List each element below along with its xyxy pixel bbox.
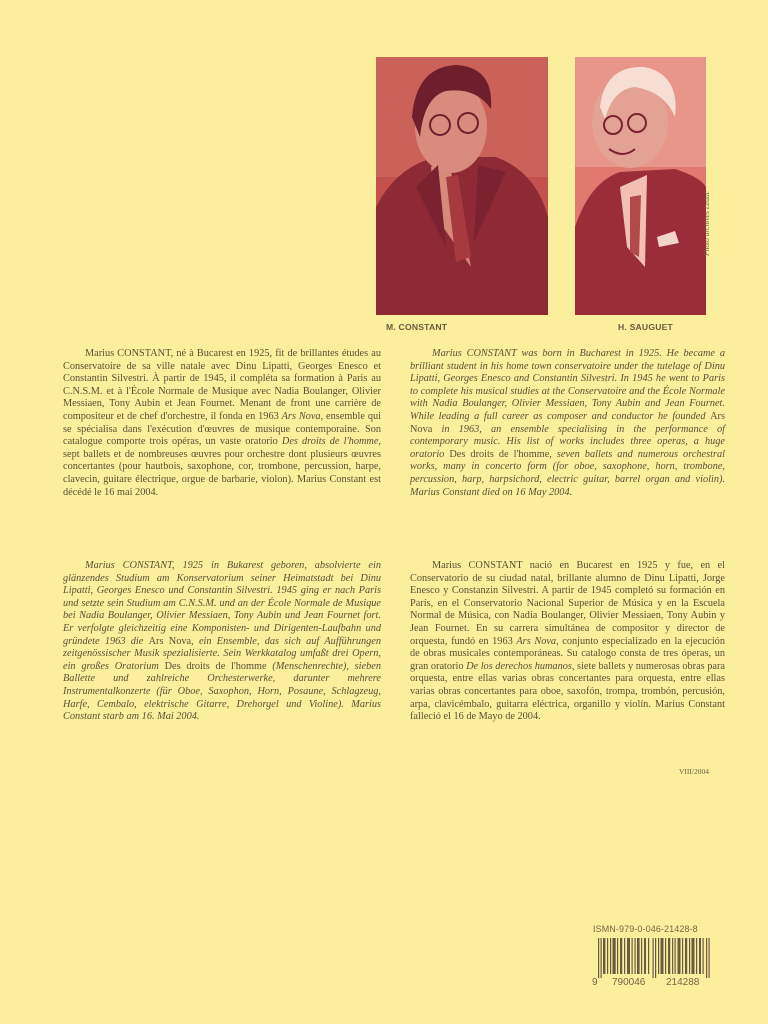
spanish-text-2: , conjunto especializado en la ejecución de obras musicales contemporáneas. Su catalogo consta de tres óperas, un gran oratorio xyxy=(410,635,725,672)
spanish-text-1: Marius CONSTANT nació en Bucarest en 1925 y fue, en el Conservatorio de su ciudad natal, brillante alumno de Dinu Lipatti, Jorge Enesco y Constanzin Silvestri. A partir de 1945 completó su formación en París, en el Conservatorio Nacional Superior de Música y en la Escuela Normal de Música, con Nadia Boulanger, Olivier Messiaen, Tony Aubin y Jean Fournet. En su carrera simultánea de compositor y director de orquesta, fundó en 1963 xyxy=(410,560,725,647)
barcode-digit-group-1: 790046 xyxy=(612,977,646,988)
german-text-2: , ein Ensemble, das sich auf Aufführungen zeitgenössischer Musik spezialisierte. Sein Werkkatalog umfaßt drei Opern, ein großes Oratorium xyxy=(63,635,382,672)
barcode-digit-group-2: 214288 xyxy=(666,977,700,988)
french-text-2: , ensemble qui se spécialisa dans l'exécution d'œuvres de musique contemporaine. Son catalogue comporte trois opéras, un vaste oratorio xyxy=(63,410,381,448)
caption-m-constant: M. CONSTANT xyxy=(386,322,448,332)
german-text-3: (Menschenrechte), sieben Ballette und zahlreiche Orchesterwerke, darunter mehrere Instrumentalkonzerte (für Oboe, Saxophon, Horn, Posaune, Schlagzeug, Harfe, Cembalo, elektrische Gitarre, Drehorgel und Violine). Marius Constant starb am 16. Mai 2004. xyxy=(63,660,381,723)
french-ars-nova: Ars Nova xyxy=(281,410,321,422)
photo-credit: Photo archives Leduc xyxy=(702,190,711,256)
biography-french xyxy=(63,348,381,499)
biography-spanish xyxy=(410,560,725,724)
biography-english xyxy=(410,348,725,499)
spanish-text-3: , siete ballets y numerosas obras para orquesta, entre ellas varias obras concertantes para orquesta, entre ellas varias obras concertantes para oboe, saxofón, trompa, trombón, percusión, arpa, clavicémbalo, guitarra eléctrica, organillo y violín. Marius Constant falleció el 16 de Mayo de 2004. xyxy=(410,660,725,723)
caption-h-sauguet: H. SAUGUET xyxy=(618,322,673,332)
german-text-1: Marius CONSTANT, 1925 in Bukarest geboren, absolvierte ein glänzendes Studium am Konservatorium seiner Heimatstadt bei Dinu Lipatti, Georges Enesco und Constantin Silvestri. 1945 ging er nach Paris und setzte sein Studium am C.N.S.M. und an der École Normale de Musique bei Nadia Boulanger, Olivier Messiaen, Tony Aubin und Jean Fournet fort. Er verfolgte gleichzeitig eine Komponisten- und Dirigenten-Laufbahn und gründete 1963 die xyxy=(63,560,381,647)
barcode xyxy=(592,938,717,978)
french-text-1: Marius CONSTANT, né à Bucarest en 1925, fit de brillantes études au Conservatoire de sa ville natale avec Dinu Lipatti, Georges Enesco et Constantin Silvestri. À partir de 1945, il compléta sa formation à Paris au C.N.S.M. et à l'École Normale de Musique avec Nadia Boulanger, Olivier Messiaen, Tony Aubin et Jean Fournet. Menant de front une carrière de compositeur et de chef d'orchestre, il fonda en 1963 xyxy=(63,348,381,422)
spanish-oratorio-title: De los derechos humanos xyxy=(466,660,572,672)
german-ars-nova: Ars Nova xyxy=(148,635,192,647)
german-oratorio-title: Des droits de l'homme xyxy=(164,660,267,672)
photo-h-sauguet xyxy=(575,57,706,315)
english-text-3: , seven ballets and numerous orchestral works, many in concerto form (for oboe, saxophone, horn, trombone, percussion, harp, harpsichord, electric guitar, barrel organ and violin). Marius Constant died on 16 May 2004. xyxy=(410,448,725,498)
barcode-digits xyxy=(592,977,717,989)
english-text-2: in 1963, an ensemble specialising in the performance of contemporary music. His list of works includes three operas, a huge oratorio xyxy=(410,423,725,460)
ismn-number: ISMN-979-0-046-21428-8 xyxy=(593,924,698,934)
spanish-ars-nova: Ars Nova xyxy=(516,635,557,647)
english-oratorio-title: Des droits de l'homme xyxy=(449,448,550,460)
print-date-code: VIII/2004 xyxy=(679,767,709,776)
photo-m-constant xyxy=(376,57,548,315)
barcode-digit-first: 9 xyxy=(592,977,598,988)
english-text-1: Marius CONSTANT was born in Bucharest in 1925. He became a brilliant student in his home town conservatoire under the tutelage of Dinu Lipatti, Georges Enesco and Constantin Silvestri. In 1945 he went to Paris to complete his musical studies at the Conservatoire and the École Normale with Nadia Boulanger, Olivier Messiaen, Tony Aubin and Jean Fournet. While leading a full career as composer and conductor he founded xyxy=(410,348,725,422)
biography-german xyxy=(63,560,381,724)
french-oratorio-title: Des droits de l'homme xyxy=(281,436,379,448)
french-text-3: , sept ballets et de nombreuses œuvres pour orchestre dont plusieurs œuvres concertantes (pour hautbois, saxophone, cor, trombone, percussion, harpe, clavecin, guitare électrique, orgue de barbarie, violon). Marius Constant est décédé le 16 mai 2004. xyxy=(63,436,381,498)
english-ars-nova: Ars Nova xyxy=(410,410,725,435)
